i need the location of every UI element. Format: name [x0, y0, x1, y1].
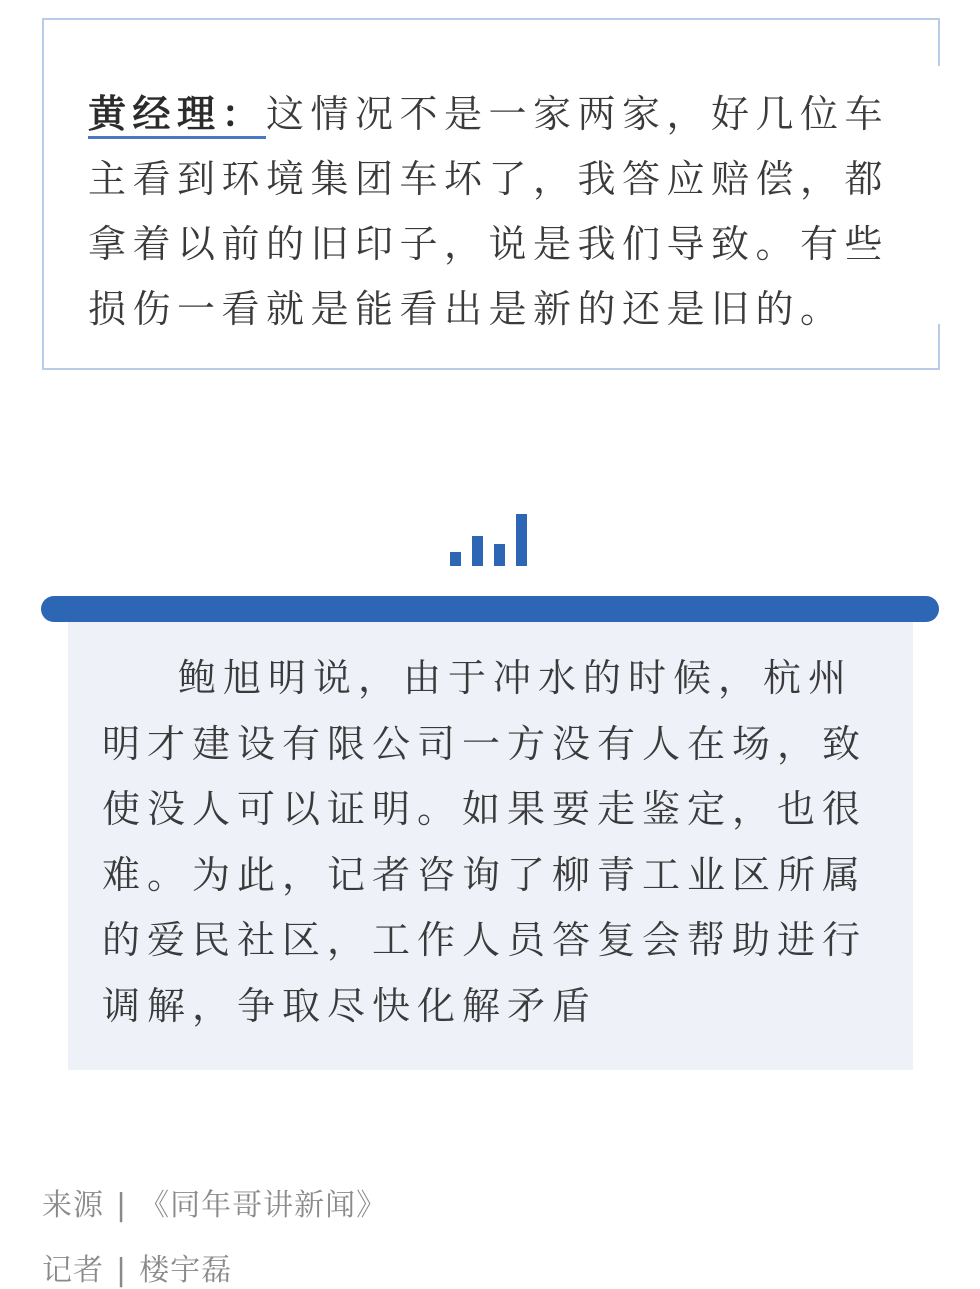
reporter-line — [42, 1245, 232, 1289]
reporter-label: 记者 — [42, 1253, 104, 1288]
quote-text: 这情况不是一家两家，好几位车主看到环境集团车坏了，我答应赔偿，都拿着以前的旧印子，说是我们导致。有些损伤一看就是能看出是新的还是旧的。 — [88, 92, 890, 331]
content-card — [68, 610, 913, 1070]
reporter-separator: | — [116, 1253, 128, 1288]
quote-box-corner-bottom — [938, 324, 940, 370]
bar-chart-icon — [450, 510, 530, 566]
source-line — [42, 1180, 387, 1224]
quote-speaker: 黄经理： — [88, 92, 266, 139]
reporter-value: 楼宇磊 — [139, 1253, 233, 1288]
quote-box — [42, 18, 938, 370]
source-value: 《同年哥讲新闻》 — [139, 1188, 388, 1223]
quote-paragraph — [88, 82, 896, 342]
quote-box-corner-top — [938, 18, 940, 66]
card-header-bar — [41, 596, 939, 622]
card-paragraph: 鲍旭明说，由于冲水的时候，杭州明才建设有限公司一方没有人在场，致使没人可以证明。如果要走鉴定，也很难。为此，记者咨询了柳青工业区所属的爱民社区，工作人员答复会帮助进行调解，争取尽快化解矛盾 — [102, 656, 868, 1028]
source-label: 来源 — [42, 1188, 104, 1223]
source-separator: | — [116, 1188, 128, 1223]
